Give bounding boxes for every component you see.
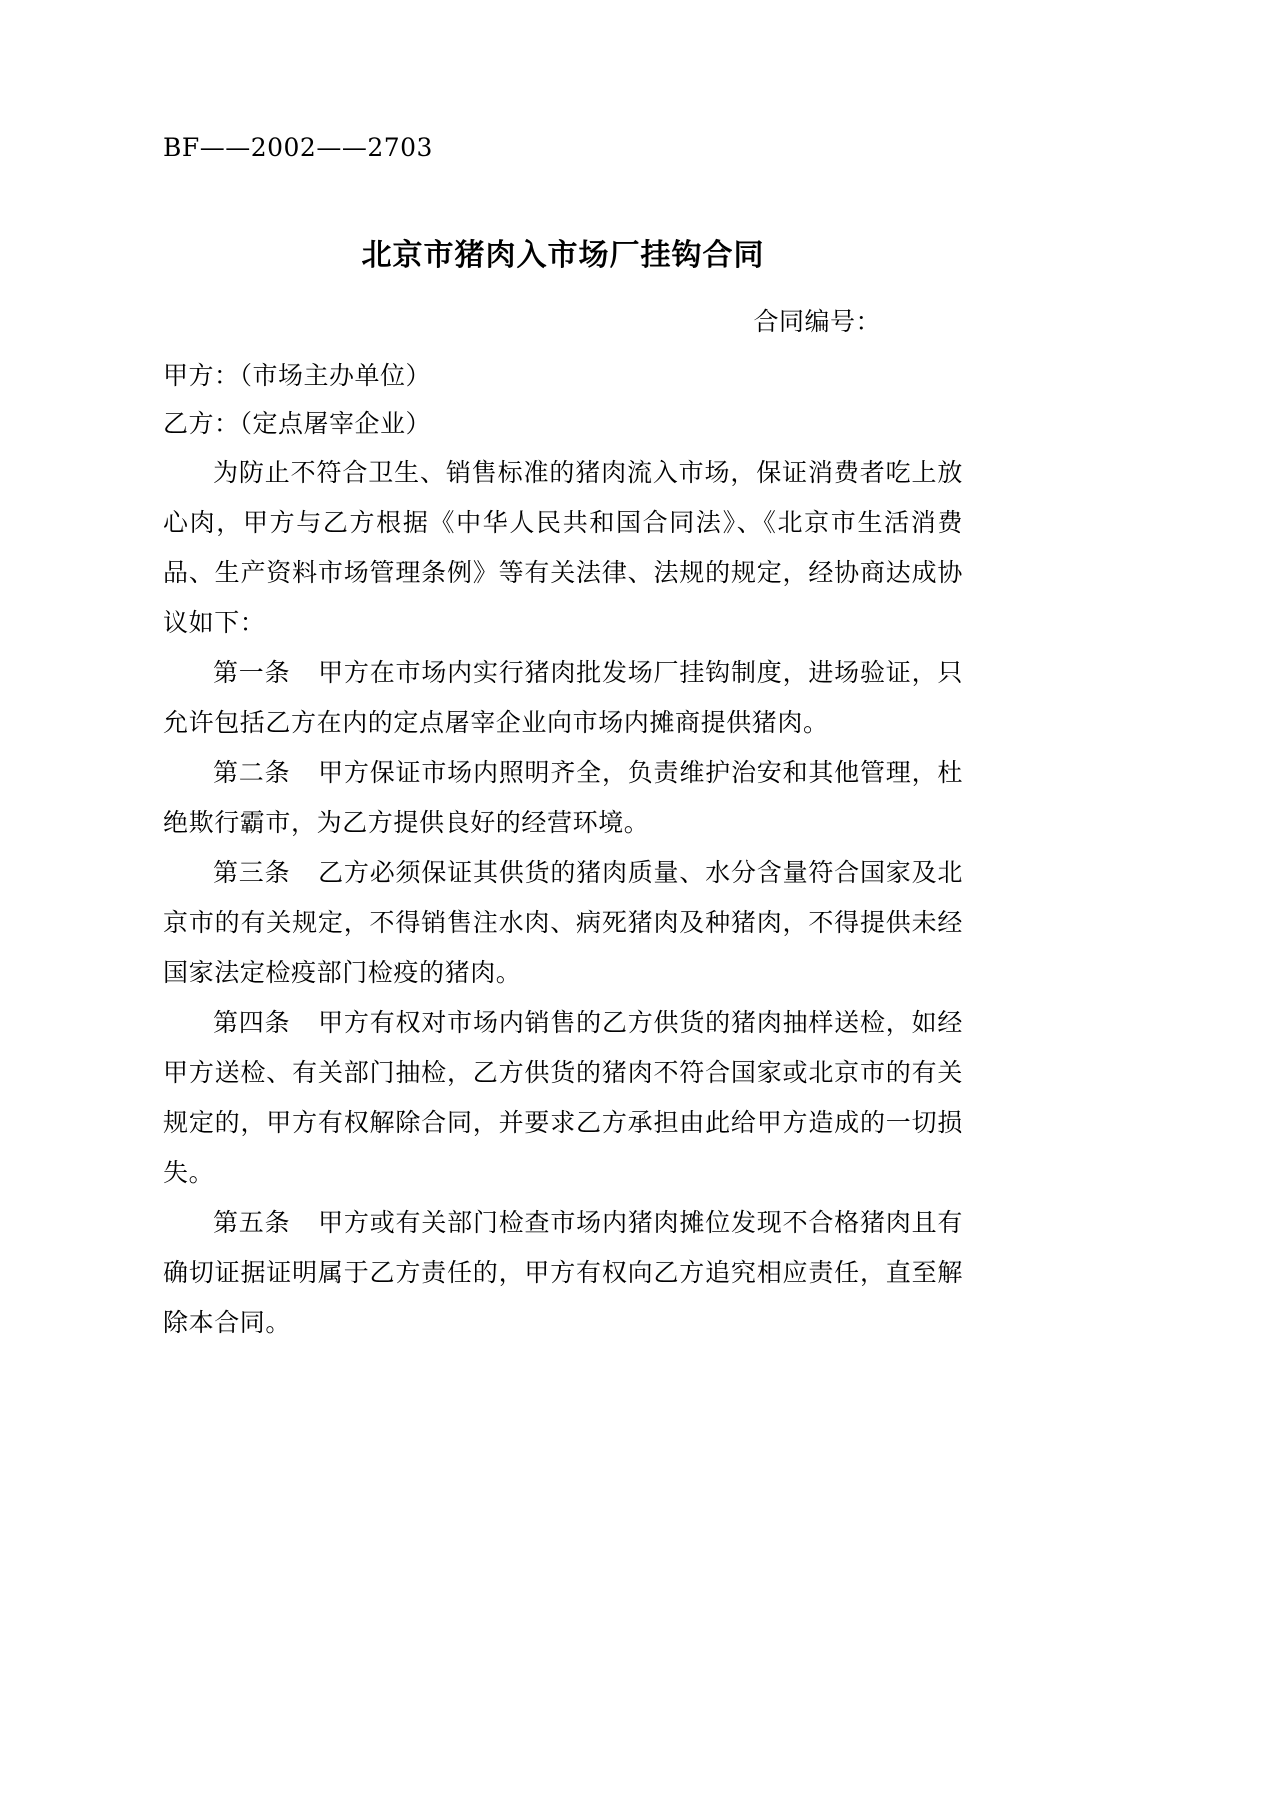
article-text-3: 乙方必须保证其供货的猪肉质量、水分含量符合国家及北京市的有关规定，不得销售注水肉、病死猪肉及种猪肉，不得提供未经国家法定检疫部门检疫的猪肉。 <box>163 858 963 987</box>
article-text-1: 甲方在市场内实行猪肉批发场厂挂钩制度，进场验证，只允许包括乙方在内的定点屠宰企业向市场内摊商提供猪肉。 <box>163 658 963 737</box>
article-label-2: 第二条 <box>213 758 291 787</box>
article-paragraph-4 <box>163 998 963 1198</box>
article-text-4: 甲方有权对市场内销售的乙方供货的猪肉抽样送检，如经甲方送检、有关部门抽检，乙方供货的猪肉不符合国家或北京市的有关规定的，甲方有权解除合同，并要求乙方承担由此给甲方造成的一切损失。 <box>163 1008 963 1187</box>
article-label-5: 第五条 <box>213 1208 291 1237</box>
party-line-first: 甲方：（市场主办单位） <box>163 361 432 390</box>
document-content <box>163 0 963 1348</box>
article-paragraph-3 <box>163 848 963 998</box>
article-label-4: 第四条 <box>213 1008 291 1037</box>
page-title: 北京市猪肉入市场厂挂钩合同 <box>361 238 765 273</box>
article-paragraph-5 <box>163 1198 963 1348</box>
document-code: BF——2002——2703 <box>163 133 433 162</box>
article-text-2: 甲方保证市场内照明齐全，负责维护治安和其他管理，杜绝欺行霸市，为乙方提供良好的经营环境。 <box>163 758 963 837</box>
article-paragraph-2 <box>163 748 963 848</box>
party-line-second: 乙方：（定点屠宰企业） <box>163 409 432 438</box>
contract-number-label: 合同编号： <box>753 307 881 336</box>
article-text-5: 甲方或有关部门检查市场内猪肉摊位发现不合格猪肉且有确切证据证明属于乙方责任的，甲方有权向乙方追究相应责任，直至解除本合同。 <box>163 1208 963 1337</box>
article-paragraph-1 <box>163 648 963 748</box>
article-label-1: 第一条 <box>213 658 291 687</box>
article-label-3: 第三条 <box>213 858 291 887</box>
preamble-paragraph: 为防止不符合卫生、销售标准的猪肉流入市场，保证消费者吃上放心肉，甲方与乙方根据《中华人民共和国合同法》、《北京市生活消费品、生产资料市场管理条例》等有关法律、法规的规定，经协商达成协议如下： <box>163 458 963 637</box>
